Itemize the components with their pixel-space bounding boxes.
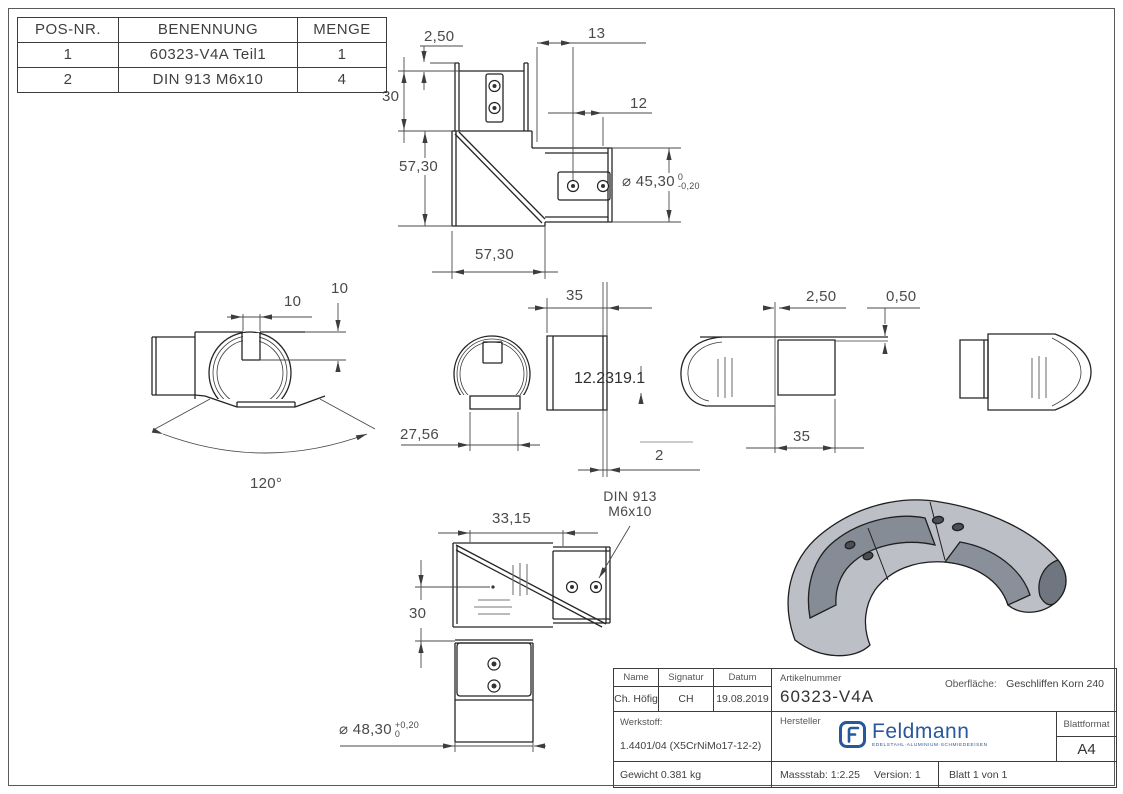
scale-value: Massstab: 1:2.25	[780, 768, 860, 781]
parts-table	[17, 17, 387, 93]
material-value: 1.4401/04 (X5CrNiMo17-12-2)	[620, 740, 762, 752]
article-label: Artikelnummer	[780, 673, 842, 684]
parts-table-header	[18, 18, 386, 42]
diameter-value: ⌀ 48,30	[339, 721, 392, 738]
date-label: Datum	[714, 669, 771, 687]
version-value: Version: 1	[873, 768, 921, 781]
tolerance-stack: +0,20 0	[394, 720, 420, 740]
feldmann-logo-icon	[838, 720, 868, 750]
surface-value: Geschliffen Korn 240	[1006, 678, 1105, 690]
manufacturer-logo	[838, 720, 988, 750]
dim-left-angle: 120°	[250, 475, 283, 492]
signature-label: Signatur	[659, 669, 714, 687]
dim-center-overlap: 12.2319.1	[574, 370, 646, 387]
manufacturer-label: Hersteller	[780, 716, 821, 727]
diameter-value: ⌀ 45,30	[622, 173, 675, 190]
view-section-left	[152, 303, 375, 453]
dim-center-flat: 27,56	[400, 426, 440, 443]
dim-top-width: 57,30	[475, 246, 515, 263]
name-label: Name	[614, 669, 659, 687]
tolerance-stack: 0 -0,20	[677, 172, 700, 192]
signature-value: CH	[659, 687, 714, 711]
col-header-name: BENENNUNG	[118, 18, 298, 42]
feldmann-logo-text: Feldmann EDELSTAHL·ALUMINIUM·SCHMIEDEEISEN	[872, 720, 988, 748]
material-cell	[614, 711, 771, 761]
screw-note: DIN 913 M6x10	[603, 488, 657, 519]
surface-label: Oberfläche:	[945, 679, 997, 690]
dim-bottom-diameter	[337, 721, 421, 739]
title-block	[613, 668, 1117, 788]
scale-cell	[771, 761, 938, 787]
col-header-pos: POS-NR.	[34, 21, 101, 38]
dim-top-diameter	[620, 173, 702, 191]
dim-bottom-height: 30	[409, 605, 427, 622]
format-label: Blattformat	[1056, 711, 1116, 736]
surface-info	[945, 674, 1104, 692]
manufacturer-cell	[771, 711, 1056, 761]
date-value: 19.08.2019	[716, 693, 769, 705]
isometric-view	[788, 500, 1066, 656]
dim-top-30: 30	[382, 88, 400, 105]
dim-center-gap: 2	[655, 447, 664, 464]
col-header-qty: MENGE	[313, 21, 371, 38]
dim-right-wall: 2,50	[806, 288, 837, 305]
view-top	[398, 43, 681, 279]
dim-top-height: 57,30	[399, 158, 439, 175]
material-label: Werkstoff:	[620, 717, 663, 728]
dim-bottom-width: 33,15	[492, 510, 532, 527]
view-bottom	[340, 526, 630, 752]
sheet-cell: Blatt 1 von 1	[938, 761, 1116, 787]
article-value: 60323-V4A	[780, 687, 875, 706]
weight-cell: Gewicht 0.381 kg	[614, 761, 771, 787]
table-row: 2 DIN 913 M6x10 4	[18, 67, 386, 92]
article-cell	[771, 669, 1116, 711]
dim-left-slot-width: 10	[284, 293, 302, 310]
dim-top-wall: 2,50	[424, 28, 455, 45]
dim-top-13: 13	[588, 25, 606, 42]
dim-right-step: 0,50	[886, 288, 917, 305]
dim-left-slot-depth: 10	[331, 280, 349, 297]
name-value: Ch. Höfig	[614, 687, 659, 711]
dim-top-12: 12	[630, 95, 648, 112]
format-value: A4	[1056, 736, 1116, 761]
dim-right-length: 35	[793, 428, 811, 445]
view-cap-right	[960, 334, 1091, 410]
dim-center-length: 35	[566, 287, 584, 304]
table-row: 1 60323-V4A Teil1 1	[18, 42, 386, 67]
